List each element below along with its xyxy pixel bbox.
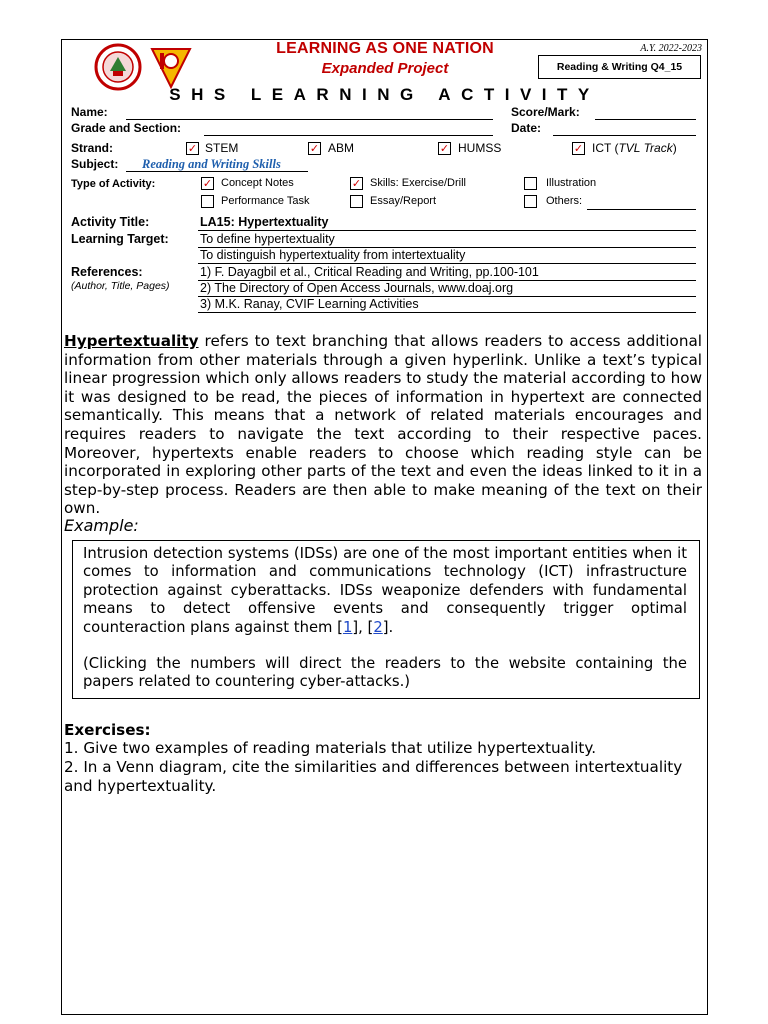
concept-notes-checkbox[interactable]: ✓ [202, 177, 213, 190]
definition-text: refers to text branching that allows readers to access additional information from other materials through a given hyperlink. Unlike a text’s typical linear progression which only allows readers to study the material according to how it was designed to be read, the pieces of information in hypertext are connected semantically. This means that a network of related materials encourages and requires readers to navigate the text according to their respective paces. Moreover, hypertexts enable readers to choose which reading style can be incorporated in exploring other parts of the text and even the ideas linked to it in a step-by-step process. Readers are then able to make meaning of the text on their own. [64, 332, 702, 518]
subject-value: Reading and Writing Skills [142, 157, 281, 171]
hypertextuality-term: Hypertextuality [64, 332, 199, 350]
skills-checkbox[interactable]: ✓ [351, 177, 362, 190]
exercise-2: 2. In a Venn diagram, cite the similarities and differences between intertextuality and hypertextuality. [64, 758, 683, 795]
subject-underline [126, 171, 308, 172]
learning-target-2: To distinguish hypertextuality from intertextuality [200, 248, 466, 262]
strand-stem-label: STEM [205, 141, 239, 155]
example-text: Intrusion detection systems (IDSs) are one of the most important entities when it comes to information and communications technology (ICT) infrastructure protection against cyberattacks. IDSs weaponize defenders with fundamental means to detect offensive events and consequently trigger optimal counteraction plans against them [1], [2]. [83, 545, 687, 636]
example-box [72, 540, 700, 699]
activity-code: Reading & Writing Q4_15 [538, 55, 701, 79]
name-label: Name: [71, 105, 108, 119]
reference-link-1[interactable]: 1 [342, 618, 353, 636]
skills-label: Skills: Exercise/Drill [370, 177, 466, 189]
ict-track: TVL Track [618, 141, 673, 155]
activity-heading: SHS LEARNING ACTIVITY [169, 85, 600, 104]
score-label: Score/Mark: [511, 105, 580, 119]
others-checkbox[interactable] [524, 195, 537, 208]
school-seal-logo [94, 43, 142, 91]
subject-label: Subject: [71, 157, 119, 171]
date-label: Date: [511, 121, 542, 135]
others-label: Others: [546, 195, 583, 207]
header-title: LEARNING AS ONE NATION [276, 40, 494, 57]
grade-label: Grade and Section: [71, 121, 182, 135]
reference-1: 1) F. Dayagbil et al., Critical Reading and Writing, pp.100-101 [200, 265, 539, 279]
activity-title-value: LA15: Hypertextuality [200, 215, 329, 229]
exercise-1: 1. Give two examples of reading materials that utilize hypertextuality. [64, 739, 597, 757]
header-subtitle: Expanded Project [321, 60, 449, 77]
name-field[interactable] [126, 119, 493, 120]
strand-humss-checkbox[interactable]: ✓ [439, 142, 450, 155]
performance-task-checkbox[interactable] [201, 195, 214, 208]
reference-3: 3) M.K. Ranay, CVIF Learning Activities [200, 297, 419, 311]
illustration-label: Illustration [546, 177, 597, 189]
example-label: Example: [64, 516, 139, 535]
strand-ict-checkbox[interactable]: ✓ [573, 142, 584, 155]
date-field[interactable] [553, 135, 696, 136]
references-note: (Author, Title, Pages) [71, 280, 170, 292]
learning-target-1: To define hypertextuality [200, 232, 335, 246]
strand-abm-label: ABM [328, 141, 355, 155]
strand-stem-checkbox[interactable]: ✓ [187, 142, 198, 155]
others-field[interactable] [587, 209, 696, 210]
department-logo [146, 43, 194, 91]
performance-task-label: Performance Task [221, 195, 310, 207]
grade-field[interactable] [204, 135, 493, 136]
reference-2: 2) The Directory of Open Access Journals, www.doaj.org [200, 281, 514, 295]
exercises-heading: Exercises: [64, 721, 151, 739]
reference-underline-3 [198, 312, 696, 313]
activity-title-underline [198, 230, 696, 231]
essay-report-label: Essay/Report [370, 195, 437, 207]
activity-type-label: Type of Activity: [71, 178, 156, 190]
strand-ict-label: ICT (TVL Track) [592, 141, 677, 155]
concept-notes-label: Concept Notes [221, 177, 294, 189]
strand-humss-label: HUMSS [458, 141, 502, 155]
learning-target-label: Learning Target: [71, 232, 169, 246]
score-field[interactable] [595, 119, 696, 120]
example-note: (Clicking the numbers will direct the readers to the website containing the papers related to countering cyber-attacks.) [83, 655, 687, 691]
reference-link-2[interactable]: 2 [373, 618, 383, 636]
academic-year: A.Y. 2022-2023 [640, 43, 702, 54]
strand-label: Strand: [71, 141, 113, 155]
activity-title-label: Activity Title: [71, 215, 150, 229]
references-label: References: [71, 265, 143, 279]
illustration-checkbox[interactable] [524, 177, 537, 190]
definition-paragraph [64, 332, 702, 518]
learning-target-underline-2 [198, 263, 696, 264]
essay-report-checkbox[interactable] [350, 195, 363, 208]
strand-abm-checkbox[interactable]: ✓ [309, 142, 320, 155]
